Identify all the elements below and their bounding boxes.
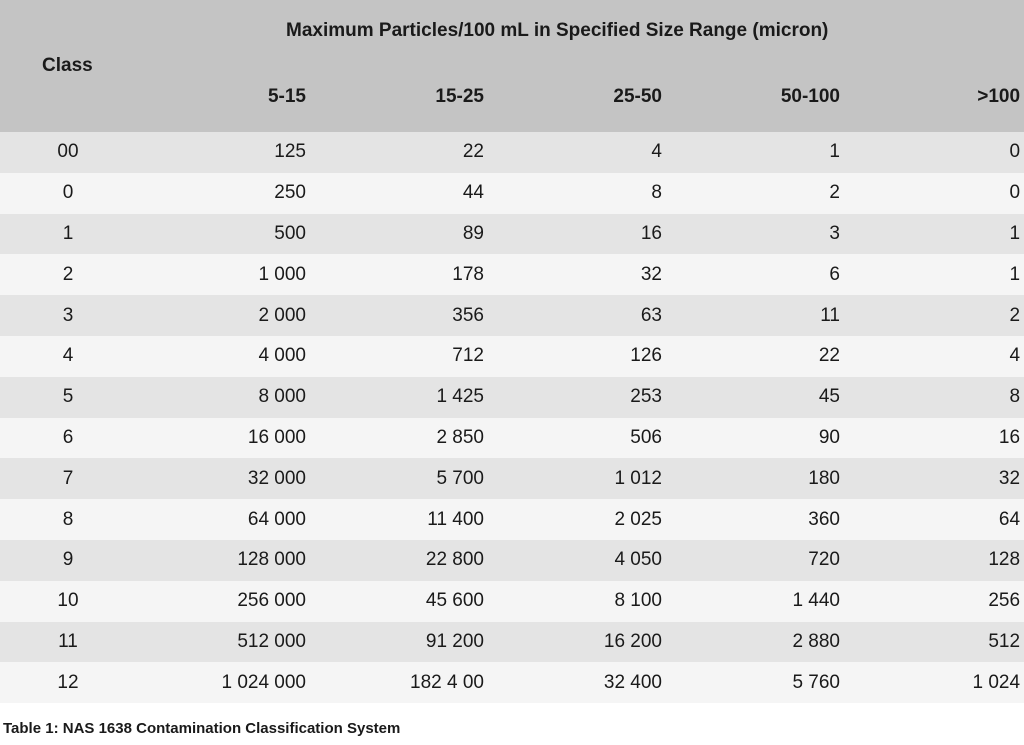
particle-count-cell: 256 000	[136, 581, 314, 622]
particle-count-cell: 128	[848, 540, 1024, 581]
particle-count-cell: 125	[136, 132, 314, 173]
particle-count-cell: 2 025	[492, 499, 670, 540]
particle-count-cell: 5 760	[670, 662, 848, 703]
particle-count-cell: 64 000	[136, 499, 314, 540]
particle-count-cell: 16	[492, 214, 670, 255]
class-cell: 8	[0, 499, 136, 540]
class-cell: 12	[0, 662, 136, 703]
table-row	[0, 295, 1024, 336]
particle-count-cell: 4 000	[136, 336, 314, 377]
particle-count-cell: 16 200	[492, 622, 670, 663]
particle-count-cell: 11	[670, 295, 848, 336]
class-cell: 5	[0, 377, 136, 418]
particle-count-cell: 8 100	[492, 581, 670, 622]
size-range-group-header: Maximum Particles/100 mL in Specified Size Range (micron)	[136, 0, 1024, 62]
particle-count-cell: 512	[848, 622, 1024, 663]
particle-count-cell: 1	[848, 214, 1024, 255]
size-range-header: 25-50	[492, 62, 670, 132]
table-header	[0, 0, 1024, 132]
particle-count-cell: 90	[670, 418, 848, 459]
particle-count-cell: 356	[314, 295, 492, 336]
particle-count-cell: 0	[848, 173, 1024, 214]
particle-count-cell: 32	[492, 254, 670, 295]
particle-count-cell: 32 400	[492, 662, 670, 703]
particle-count-cell: 126	[492, 336, 670, 377]
table-row	[0, 540, 1024, 581]
particle-count-cell: 512 000	[136, 622, 314, 663]
class-cell: 7	[0, 458, 136, 499]
class-cell: 00	[0, 132, 136, 173]
size-range-header: 50-100	[670, 62, 848, 132]
particle-count-cell: 16	[848, 418, 1024, 459]
particle-count-cell: 2 000	[136, 295, 314, 336]
particle-count-cell: 1	[670, 132, 848, 173]
particle-count-cell: 1 012	[492, 458, 670, 499]
particle-count-cell: 63	[492, 295, 670, 336]
table-body	[0, 132, 1024, 703]
particle-count-cell: 22 800	[314, 540, 492, 581]
particle-count-cell: 1 440	[670, 581, 848, 622]
particle-count-cell: 2	[848, 295, 1024, 336]
size-range-header: 5-15	[136, 62, 314, 132]
particle-count-cell: 16 000	[136, 418, 314, 459]
particle-count-cell: 720	[670, 540, 848, 581]
particle-count-cell: 256	[848, 581, 1024, 622]
particle-count-cell: 712	[314, 336, 492, 377]
particle-count-cell: 5 700	[314, 458, 492, 499]
particle-count-cell: 2 880	[670, 622, 848, 663]
particle-count-cell: 2	[670, 173, 848, 214]
class-cell: 3	[0, 295, 136, 336]
particle-count-cell: 253	[492, 377, 670, 418]
particle-count-cell: 8 000	[136, 377, 314, 418]
size-range-header: >100	[848, 62, 1024, 132]
particle-count-cell: 91 200	[314, 622, 492, 663]
class-cell: 0	[0, 173, 136, 214]
table-row	[0, 173, 1024, 214]
particle-count-cell: 8	[848, 377, 1024, 418]
particle-count-cell: 4	[492, 132, 670, 173]
particle-count-cell: 32	[848, 458, 1024, 499]
particle-count-cell: 1 425	[314, 377, 492, 418]
table-row	[0, 418, 1024, 459]
class-cell: 2	[0, 254, 136, 295]
particle-count-cell: 6	[670, 254, 848, 295]
table-row	[0, 336, 1024, 377]
table-row	[0, 377, 1024, 418]
particle-count-cell: 0	[848, 132, 1024, 173]
class-cell: 6	[0, 418, 136, 459]
particle-count-cell: 4	[848, 336, 1024, 377]
class-cell: 1	[0, 214, 136, 255]
size-range-header: 15-25	[314, 62, 492, 132]
particle-count-cell: 45	[670, 377, 848, 418]
particle-count-cell: 506	[492, 418, 670, 459]
particle-count-cell: 8	[492, 173, 670, 214]
particle-count-cell: 3	[670, 214, 848, 255]
table-row	[0, 214, 1024, 255]
table-caption: Table 1: NAS 1638 Contamination Classification System	[3, 720, 401, 737]
particle-count-cell: 500	[136, 214, 314, 255]
particle-count-cell: 22	[670, 336, 848, 377]
class-column-header: Class	[0, 0, 136, 132]
particle-count-cell: 44	[314, 173, 492, 214]
table-row	[0, 499, 1024, 540]
particle-count-cell: 182 4 00	[314, 662, 492, 703]
particle-count-cell: 180	[670, 458, 848, 499]
particle-count-cell: 128 000	[136, 540, 314, 581]
particle-count-cell: 360	[670, 499, 848, 540]
particle-count-cell: 1	[848, 254, 1024, 295]
particle-count-cell: 22	[314, 132, 492, 173]
particle-count-cell: 1 000	[136, 254, 314, 295]
particle-count-cell: 1 024	[848, 662, 1024, 703]
table-row	[0, 622, 1024, 663]
particle-count-cell: 2 850	[314, 418, 492, 459]
table-row	[0, 254, 1024, 295]
particle-count-cell: 250	[136, 173, 314, 214]
class-cell: 9	[0, 540, 136, 581]
table-row	[0, 662, 1024, 703]
particle-count-cell: 4 050	[492, 540, 670, 581]
particle-count-cell: 1 024 000	[136, 662, 314, 703]
particle-count-cell: 178	[314, 254, 492, 295]
table-row	[0, 132, 1024, 173]
table-row	[0, 581, 1024, 622]
particle-count-cell: 45 600	[314, 581, 492, 622]
class-cell: 11	[0, 622, 136, 663]
particle-count-cell: 89	[314, 214, 492, 255]
table-row	[0, 458, 1024, 499]
particle-count-cell: 11 400	[314, 499, 492, 540]
class-cell: 10	[0, 581, 136, 622]
class-cell: 4	[0, 336, 136, 377]
particle-count-cell: 64	[848, 499, 1024, 540]
particle-count-cell: 32 000	[136, 458, 314, 499]
